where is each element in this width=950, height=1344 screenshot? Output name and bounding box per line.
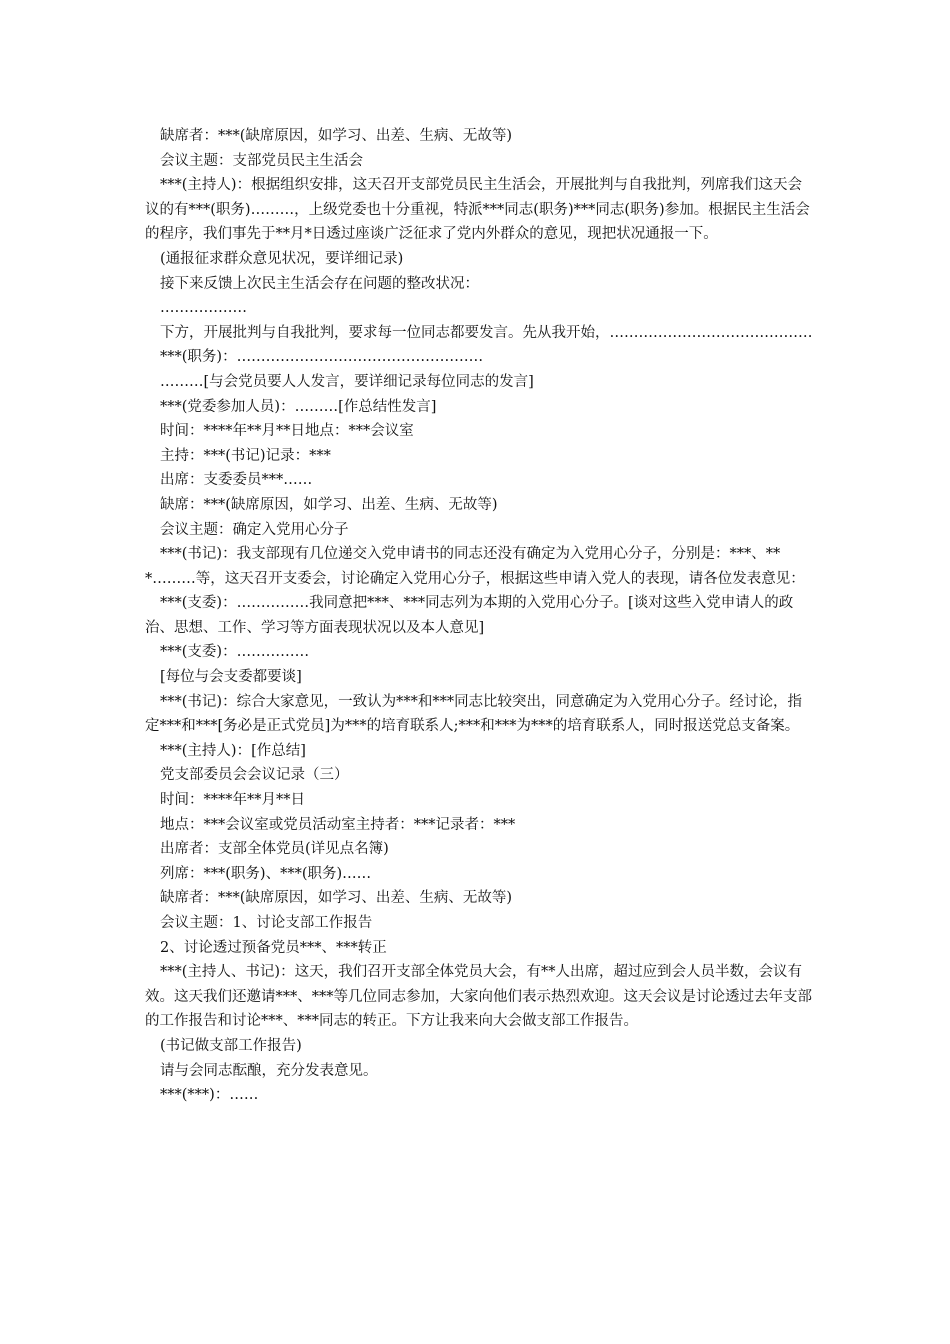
paragraph-committee-summary: ***(党委参加人员)：………[作总结性发言]	[160, 398, 437, 415]
paragraph-section-title: 党支部委员会会议记录（三）	[160, 767, 349, 784]
paragraph-host-recorder: 主持：***(书记)记录：***	[160, 447, 331, 464]
paragraph-ellipsis-1: ………………	[160, 300, 247, 317]
paragraph-feedback: 接下来反馈上次民主生活会存在问题的整改状况：	[160, 275, 479, 292]
paragraph-note-report: (书记做支部工作报告)	[160, 1037, 302, 1054]
paragraph-absent-3: 缺席者：***(缺席原因，如学习、出差、生病、无故等)	[160, 890, 513, 907]
paragraph-final-speaker: ***(***)：……	[160, 1087, 259, 1104]
paragraph-topic-3b: 2、讨论透过预备党员***、***转正	[160, 939, 387, 956]
paragraph-secretary-2: ***(书记)：综合大家意见，一致认为***和***同志比较突出，同意确定为入党用心分子。经讨论，指定***和***[务必是正式党员]为***的培育联系人;***和***为***的培育联系人，同时报送党总支备案。	[145, 693, 803, 735]
paragraph-topic-1: 会议主题：支部党员民主生活会	[160, 152, 363, 169]
paragraph-note-opinions: (通报征求群众意见状况，要详细记录)	[160, 250, 404, 267]
paragraph-secretary-1: ***(书记)：我支部现有几位递交入党申请书的同志还没有确定为入党用心分子，分别是：***、***………等，这天召开支委会，讨论确定入党用心分子，根据这些申请入党人的表现，请各位发表意见：	[145, 546, 805, 587]
paragraph-attendees-2: 出席者：支部全体党员(详见点名簿)	[160, 841, 389, 858]
paragraph-absent-1: 缺席者：***(缺席原因，如学习、出差、生病、无故等)	[160, 128, 513, 144]
paragraph-host-opening: ***(主持人)：根据组织安排，这天召开支部党员民主生活会，开展批判与自我批判，列席我们这天会议的有***(职务)………，上级党委也十分重视，特派***同志(职务)***同志(职务)参加。根据民主生活会的程序，我们事先于**月*日透过座谈广泛征求了党内外群众的意见，现把状况通报一下。	[145, 177, 810, 243]
paragraph-committee-1: ***(支委)：……………我同意把***、***同志列为本期的入党用心分子。[谈对这些入党申请人的政治、思想、工作、学习等方面表现状况以及本人意见]	[145, 595, 794, 636]
paragraph-time-2: 时间：****年**月**日	[160, 792, 305, 809]
paragraph-note-members: ………[与会党员要人人发言，要详细记录每位同志的发言]	[160, 373, 534, 390]
paragraph-topic-2: 会议主题：确定入党用心分子	[160, 521, 349, 538]
paragraph-committee-2: ***(支委)：……………	[160, 644, 310, 661]
paragraph-invite-opinions: 请与会同志酝酿，充分发表意见。	[160, 1062, 378, 1079]
document-body	[145, 124, 813, 1108]
paragraph-host-secretary: ***(主持人、书记)：这天，我们召开支部全体党员大会，有**人出席，超过应到会人员半数，会议有效。这天我们还邀请***、***等几位同志参加，大家向他们表示热烈欢迎。这天会议是讨论透过去年支部的工作报告和讨论***、***同志的转正。下方让我来向大会做支部工作报告。	[145, 964, 812, 1030]
paragraph-criticism: 下方，开展批判与自我批判，要求每一位同志都要发言。先从我开始，……………………………………	[160, 324, 813, 341]
paragraph-topic-3: 会议主题：1、讨论支部工作报告	[160, 915, 373, 931]
paragraph-absent-2: 缺席：***(缺席原因，如学习、出差、生病、无故等)	[160, 496, 498, 513]
paragraph-position-speech: ***(职务)：……………………………………………	[160, 349, 484, 366]
paragraph-note-committee: [每位与会支委都要谈]	[160, 669, 302, 686]
paragraph-attendance: 出席：支委委员***……	[160, 472, 313, 489]
paragraph-place-2: 地点：***会议室或党员活动室主持者：***记录者：***	[160, 816, 516, 833]
paragraph-observers: 列席：***(职务)、***(职务)……	[160, 865, 372, 882]
paragraph-host-summary: ***(主持人)：[作总结]	[160, 742, 306, 759]
paragraph-time-place: 时间：****年**月**日地点：***会议室	[160, 423, 414, 440]
